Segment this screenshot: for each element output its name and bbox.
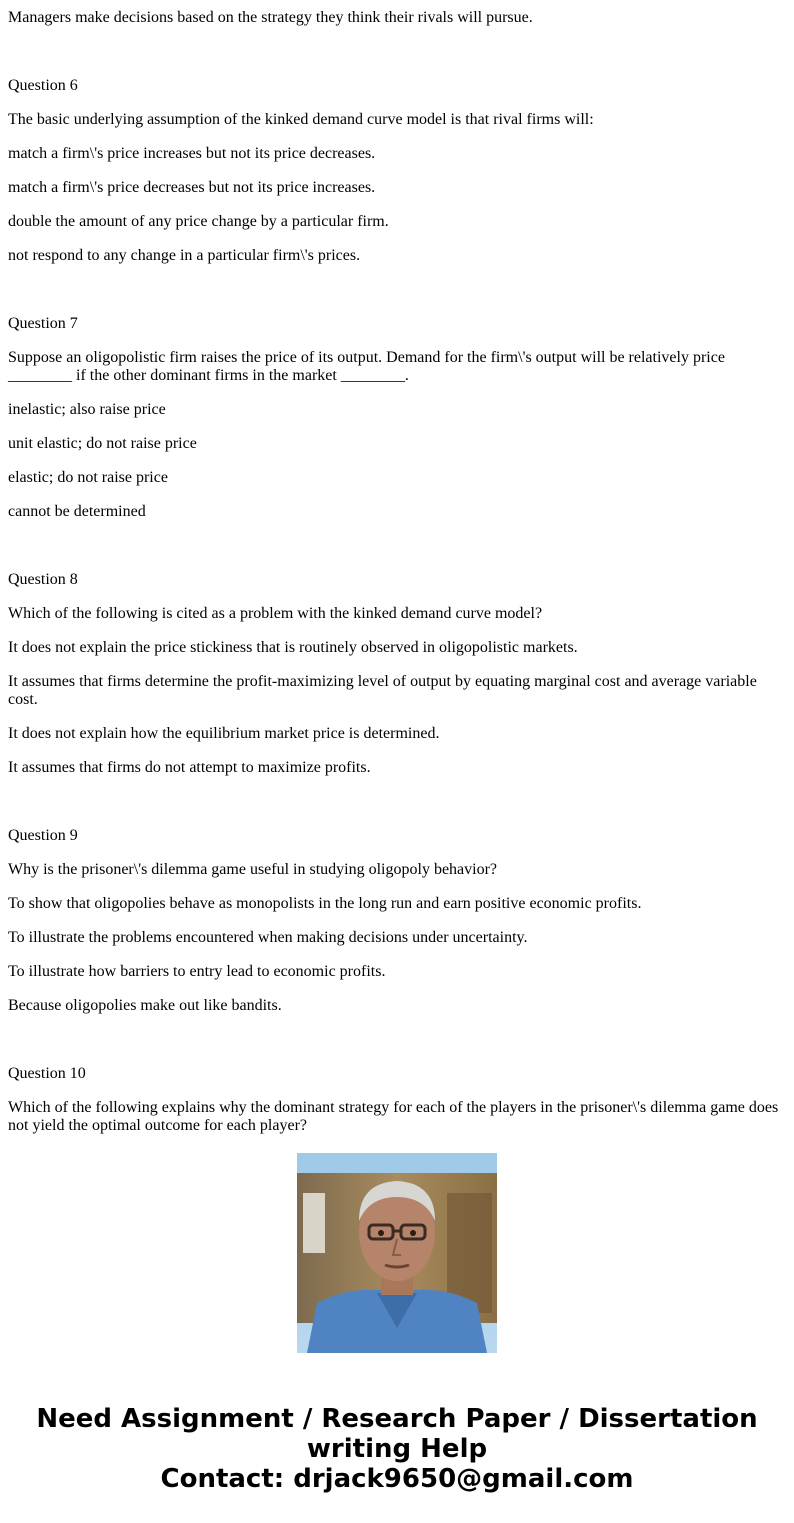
question-6 (8, 77, 784, 265)
answer-option: To illustrate how barriers to entry lead to economic profits. (8, 963, 386, 980)
question-text: Suppose an oligopolistic firm raises the price of its output. Demand for the firm\'s output will be relatively price ________ if the other dominant firms in the market ________. (8, 349, 725, 384)
promo-banner (0, 1404, 794, 1494)
question-title: Question 6 (8, 77, 78, 94)
answer-option: It does not explain the price stickiness that is routinely observed in oligopolistic markets. (8, 639, 578, 656)
question-7 (8, 315, 784, 521)
promo-line: writing Help (306, 1434, 488, 1464)
document-content (8, 0, 784, 1134)
question-text: Why is the prisoner\'s dilemma game useful in studying oligopoly behavior? (8, 861, 498, 878)
answer-option: To illustrate the problems encountered when making decisions under uncertainty. (8, 929, 528, 946)
answer-option: It assumes that firms determine the profit-maximizing level of output by equating marginal cost and average variable cost. (8, 673, 757, 708)
answer-option: It assumes that firms do not attempt to maximize profits. (8, 759, 371, 776)
question-title: Question 10 (8, 1065, 86, 1082)
answer-option: match a firm\'s price increases but not its price decreases. (8, 145, 376, 162)
answer-option: Because oligopolies make out like bandits. (8, 997, 282, 1014)
question-title: Question 8 (8, 571, 78, 588)
avatar-illustration (297, 1153, 497, 1353)
question-title: Question 9 (8, 827, 78, 844)
answer-option: unit elastic; do not raise price (8, 435, 197, 452)
answer-option: cannot be determined (8, 503, 146, 520)
question-text: Which of the following is cited as a problem with the kinked demand curve model? (8, 605, 543, 622)
answer-option: match a firm\'s price decreases but not its price increases. (8, 179, 376, 196)
answer-option: It does not explain how the equilibrium market price is determined. (8, 725, 440, 742)
question-text: The basic underlying assumption of the kinked demand curve model is that rival firms will: (8, 111, 594, 128)
question-9 (8, 827, 784, 1015)
question-10 (8, 1065, 784, 1135)
lead-text: Managers make decisions based on the strategy they think their rivals will pursue. (8, 9, 533, 26)
answer-option: elastic; do not raise price (8, 469, 168, 486)
answer-option: not respond to any change in a particular firm\'s prices. (8, 247, 361, 264)
answer-option: inelastic; also raise price (8, 401, 166, 418)
answer-option: double the amount of any price change by a particular firm. (8, 213, 389, 230)
answer-option: To show that oligopolies behave as monopolists in the long run and earn positive economic profits. (8, 895, 642, 912)
question-title: Question 7 (8, 315, 78, 332)
contact-email: Contact: drjack9650@gmail.com (160, 1464, 634, 1494)
question-8 (8, 571, 784, 777)
promo-line: Need Assignment / Research Paper / Dissertation (36, 1404, 758, 1434)
author-avatar (297, 1153, 497, 1353)
question-text: Which of the following explains why the dominant strategy for each of the players in the prisoner\'s dilemma game does not yield the optimal outcome for each player? (8, 1099, 779, 1134)
